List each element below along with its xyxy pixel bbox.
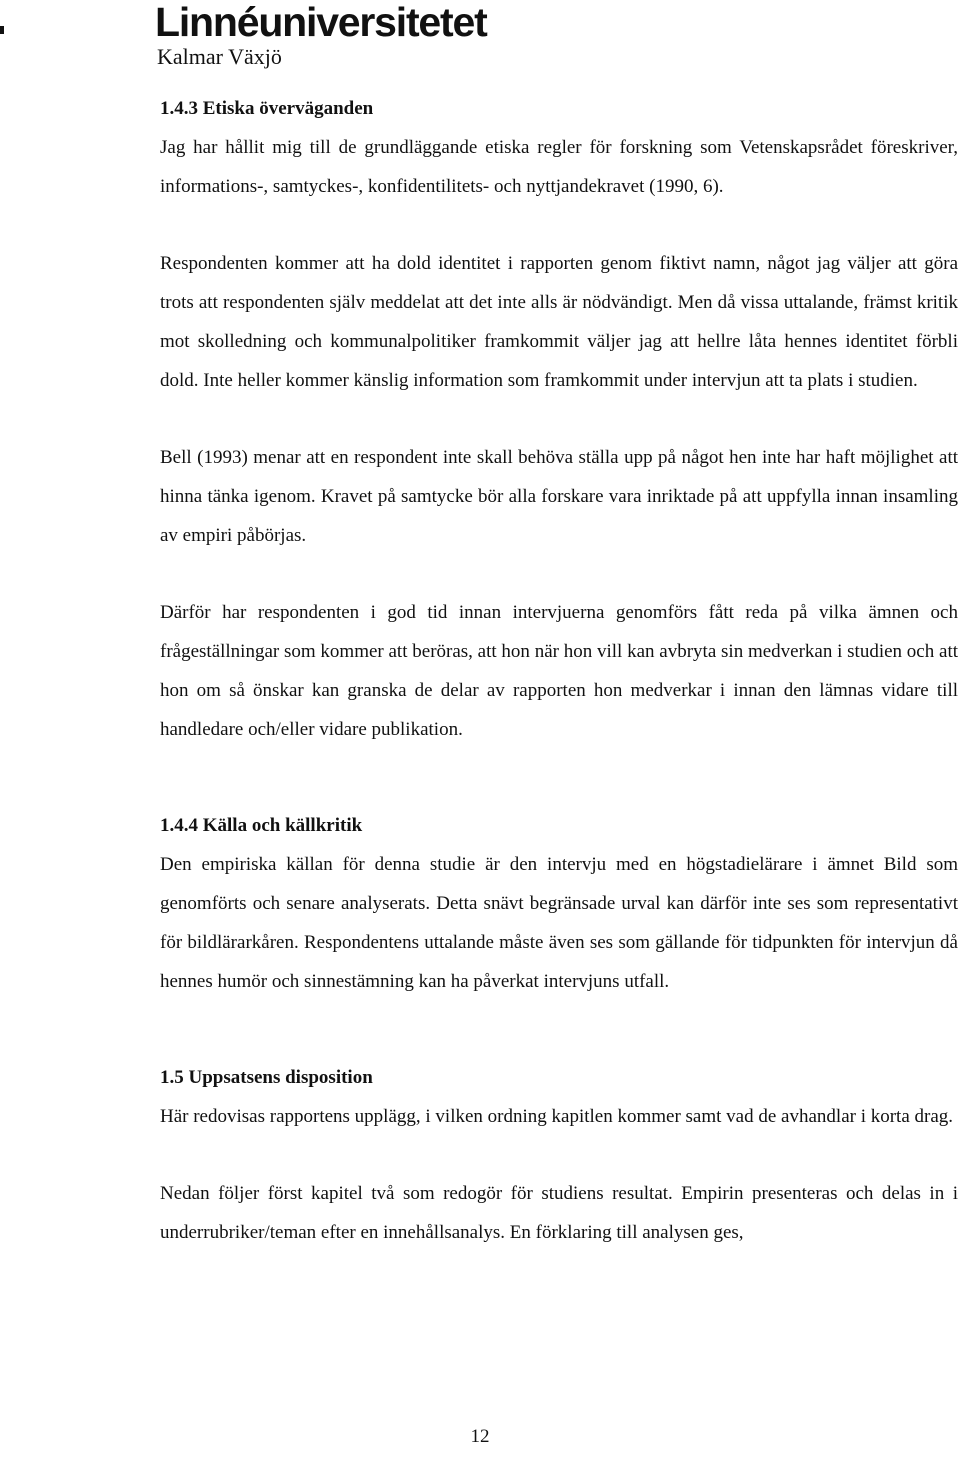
paragraph: Den empiriska källan för denna studie är den intervju med en högstadielärare i ämnet Bild som genomförts och senare analyserats. Detta snävt begränsade urval kan därför inte ses som representativt för bildlärarkåren. Respondentens uttalande måste även ses som gällande för tidpunkten för intervjun då hennes humör och sinnestämning kan ha påverkat intervjuns utfall.	[160, 854, 958, 992]
document-body	[160, 90, 958, 1252]
paragraph: Därför har respondenten i god tid innan intervjuerna genomförs fått reda på vilka ämnen och frågeställningar som kommer att beröras, att hon när hon vill kan avbryta sin medverkan i studien och att hon om så önskar kan granska de delar av rapporten hon medverkar i innan den lämnas vidare till handledare och/eller vidare publikation.	[160, 602, 958, 740]
page-number: 12	[470, 1426, 490, 1447]
paragraph: Nedan följer först kapitel två som redogör för studiens resultat. Empirin presenteras och delas in i underrubriker/teman efter en innehållsanalys. En förklaring till analysen ges,	[160, 1183, 958, 1243]
paragraph: Bell (1993) menar att en respondent inte skall behöva ställa upp på något hen inte har haft möjlighet att hinna tänka igenom. Kravet på samtycke bör alla forskare vara inriktade på att uppfylla innan insamling av empiri påbörjas.	[160, 447, 958, 546]
paragraph: Respondenten kommer att ha dold identitet i rapporten genom fiktivt namn, något jag väljer att göra trots att respondenten själv meddelat att det inte alls är nödvändigt. Men då vissa uttalande, främst kritik mot skolledning och kommunalpolitiker framkommit väljer jag att hellre låta hennes identitet förbli dold. Inte heller kommer känslig information som framkommit under intervjun att ta plats i studien.	[160, 253, 958, 391]
section-heading-kalla: 1.4.4 Källa och källkritik	[160, 815, 363, 836]
section-heading-disposition: 1.5 Uppsatsens disposition	[160, 1067, 373, 1088]
university-logo-name: Linnéuniversitetet	[155, 0, 487, 45]
paragraph: Jag har hållit mig till de grundläggande etiska regler för forskning som Vetenskapsrådet föreskriver, informations-, samtyckes-, konfidentilitets- och nyttjandekravet (1990, 6).	[160, 137, 958, 197]
section-heading-etiska: 1.4.3 Etiska överväganden	[160, 98, 374, 119]
logo-mark	[0, 26, 4, 34]
university-logo-subtitle: Kalmar Växjö	[157, 44, 282, 69]
page-header	[0, 0, 960, 80]
paragraph: Här redovisas rapportens upplägg, i vilken ordning kapitlen kommer samt vad de avhandlar i korta drag.	[160, 1106, 954, 1127]
